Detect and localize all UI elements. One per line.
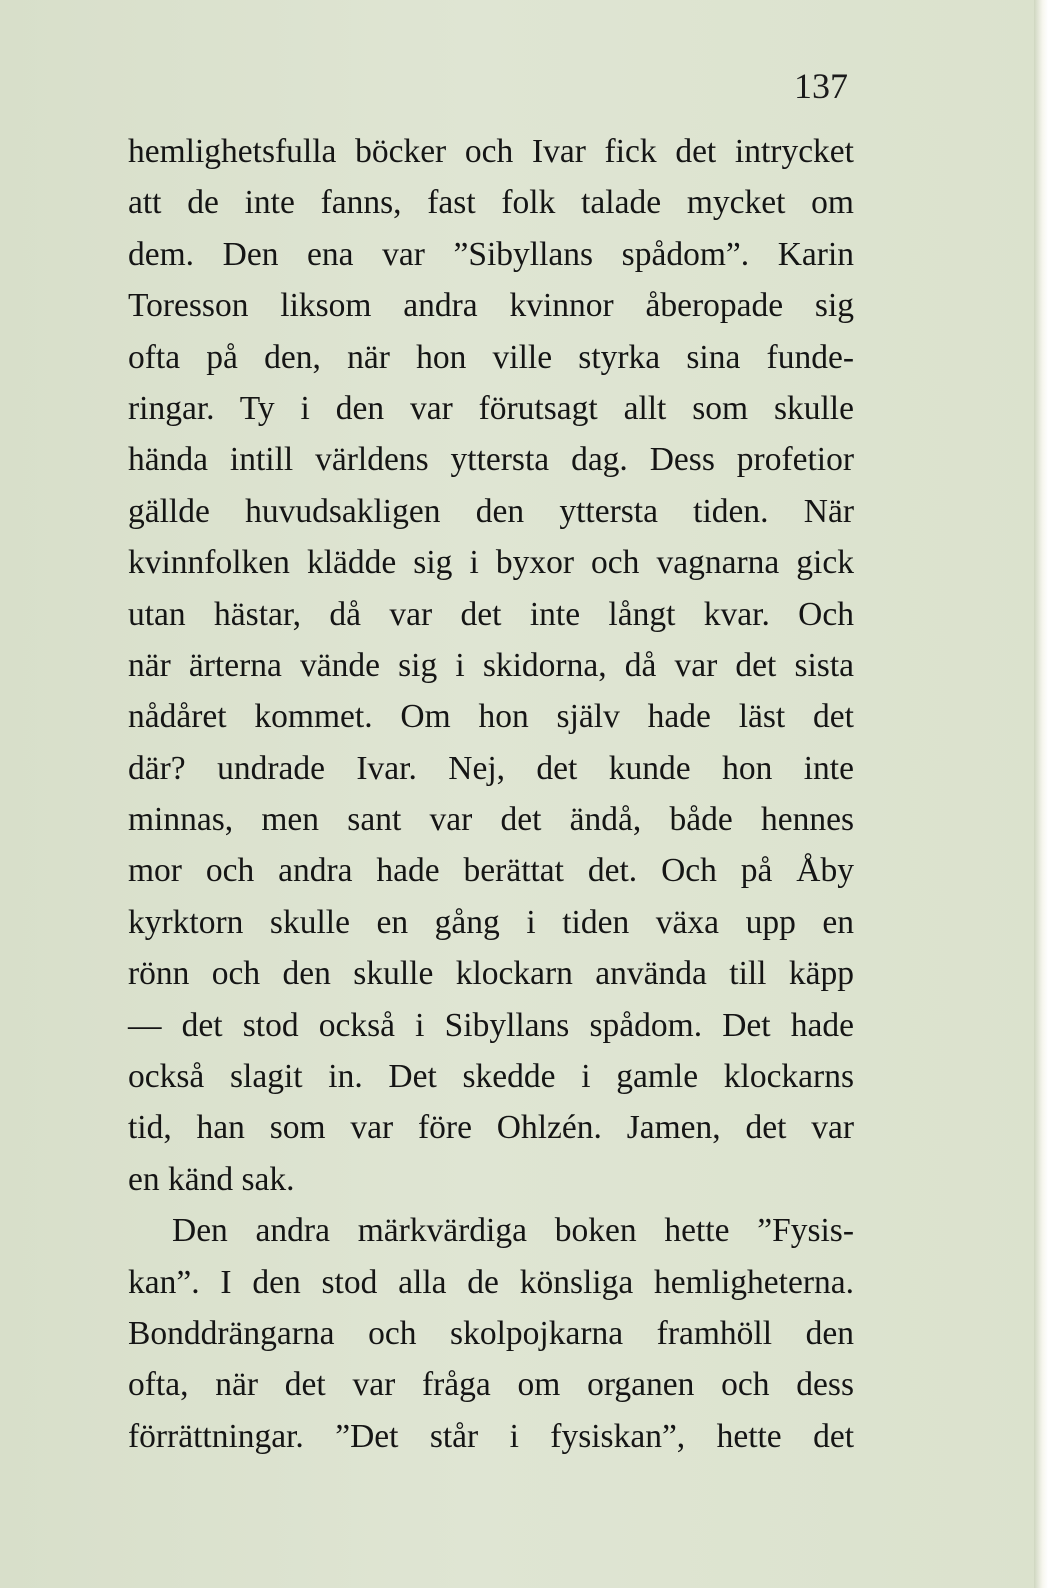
- text-line: gällde huvudsakligen den yttersta tiden. När: [128, 492, 854, 530]
- text-line: ofta på den, när hon ville styrka sina funde-: [128, 338, 854, 376]
- text-line: kyrktorn skulle en gång i tiden växa upp en: [128, 903, 854, 941]
- text-line: ringar. Ty i den var förutsagt allt som skulle: [128, 389, 854, 427]
- text-line: kvinnfolken klädde sig i byxor och vagnarna gick: [128, 544, 854, 582]
- text-line: kan”. I den stod alla de könsliga hemligheterna.: [128, 1263, 854, 1301]
- body-text: [128, 126, 854, 1462]
- text-line: att de inte fanns, fast folk talade mycket om: [128, 184, 854, 222]
- text-line: utan hästar, då var det inte långt kvar. Och: [128, 595, 854, 633]
- text-line: hemlighetsfulla böcker och Ivar fick det intrycket: [128, 133, 854, 170]
- text-line: där? undrade Ivar. Nej, det kunde hon inte: [128, 749, 854, 787]
- text-line: mor och andra hade berättat det. Och på Åby: [128, 852, 854, 890]
- paragraph-end-line: en känd sak.: [128, 1160, 295, 1198]
- text-line: ofta, när det var fråga om organen och dess: [128, 1366, 854, 1404]
- text-line: tid, han som var före Ohlzén. Jamen, det var: [128, 1109, 854, 1147]
- text-line: dem. Den ena var ”Sibyllans spådom”. Karin: [128, 235, 854, 273]
- text-line: — det stod också i Sibyllans spådom. Det hade: [128, 1006, 854, 1044]
- text-line: Toresson liksom andra kvinnor åberopade sig: [128, 287, 854, 325]
- text-line: minnas, men sant var det ändå, både hennes: [128, 801, 854, 839]
- text-line: också slagit in. Det skedde i gamle klockarns: [128, 1058, 854, 1096]
- text-line: förrättningar. ”Det står i fysiskan”, hette det: [128, 1417, 854, 1455]
- text-line: rönn och den skulle klockarn använda till käpp: [128, 955, 854, 993]
- page-edge: [1034, 0, 1048, 1588]
- text-line: när ärterna vände sig i skidorna, då var det sista: [128, 646, 854, 684]
- text-line: hända intill världens yttersta dag. Dess profetior: [128, 441, 854, 479]
- page-number: 137: [794, 66, 848, 106]
- paragraph-start-line: Den andra märkvärdiga boken hette ”Fysis-: [172, 1212, 854, 1250]
- text-line: Bonddrängarna och skolpojkarna framhöll den: [128, 1314, 854, 1352]
- text-line: nådåret kommet. Om hon själv hade läst det: [128, 698, 854, 736]
